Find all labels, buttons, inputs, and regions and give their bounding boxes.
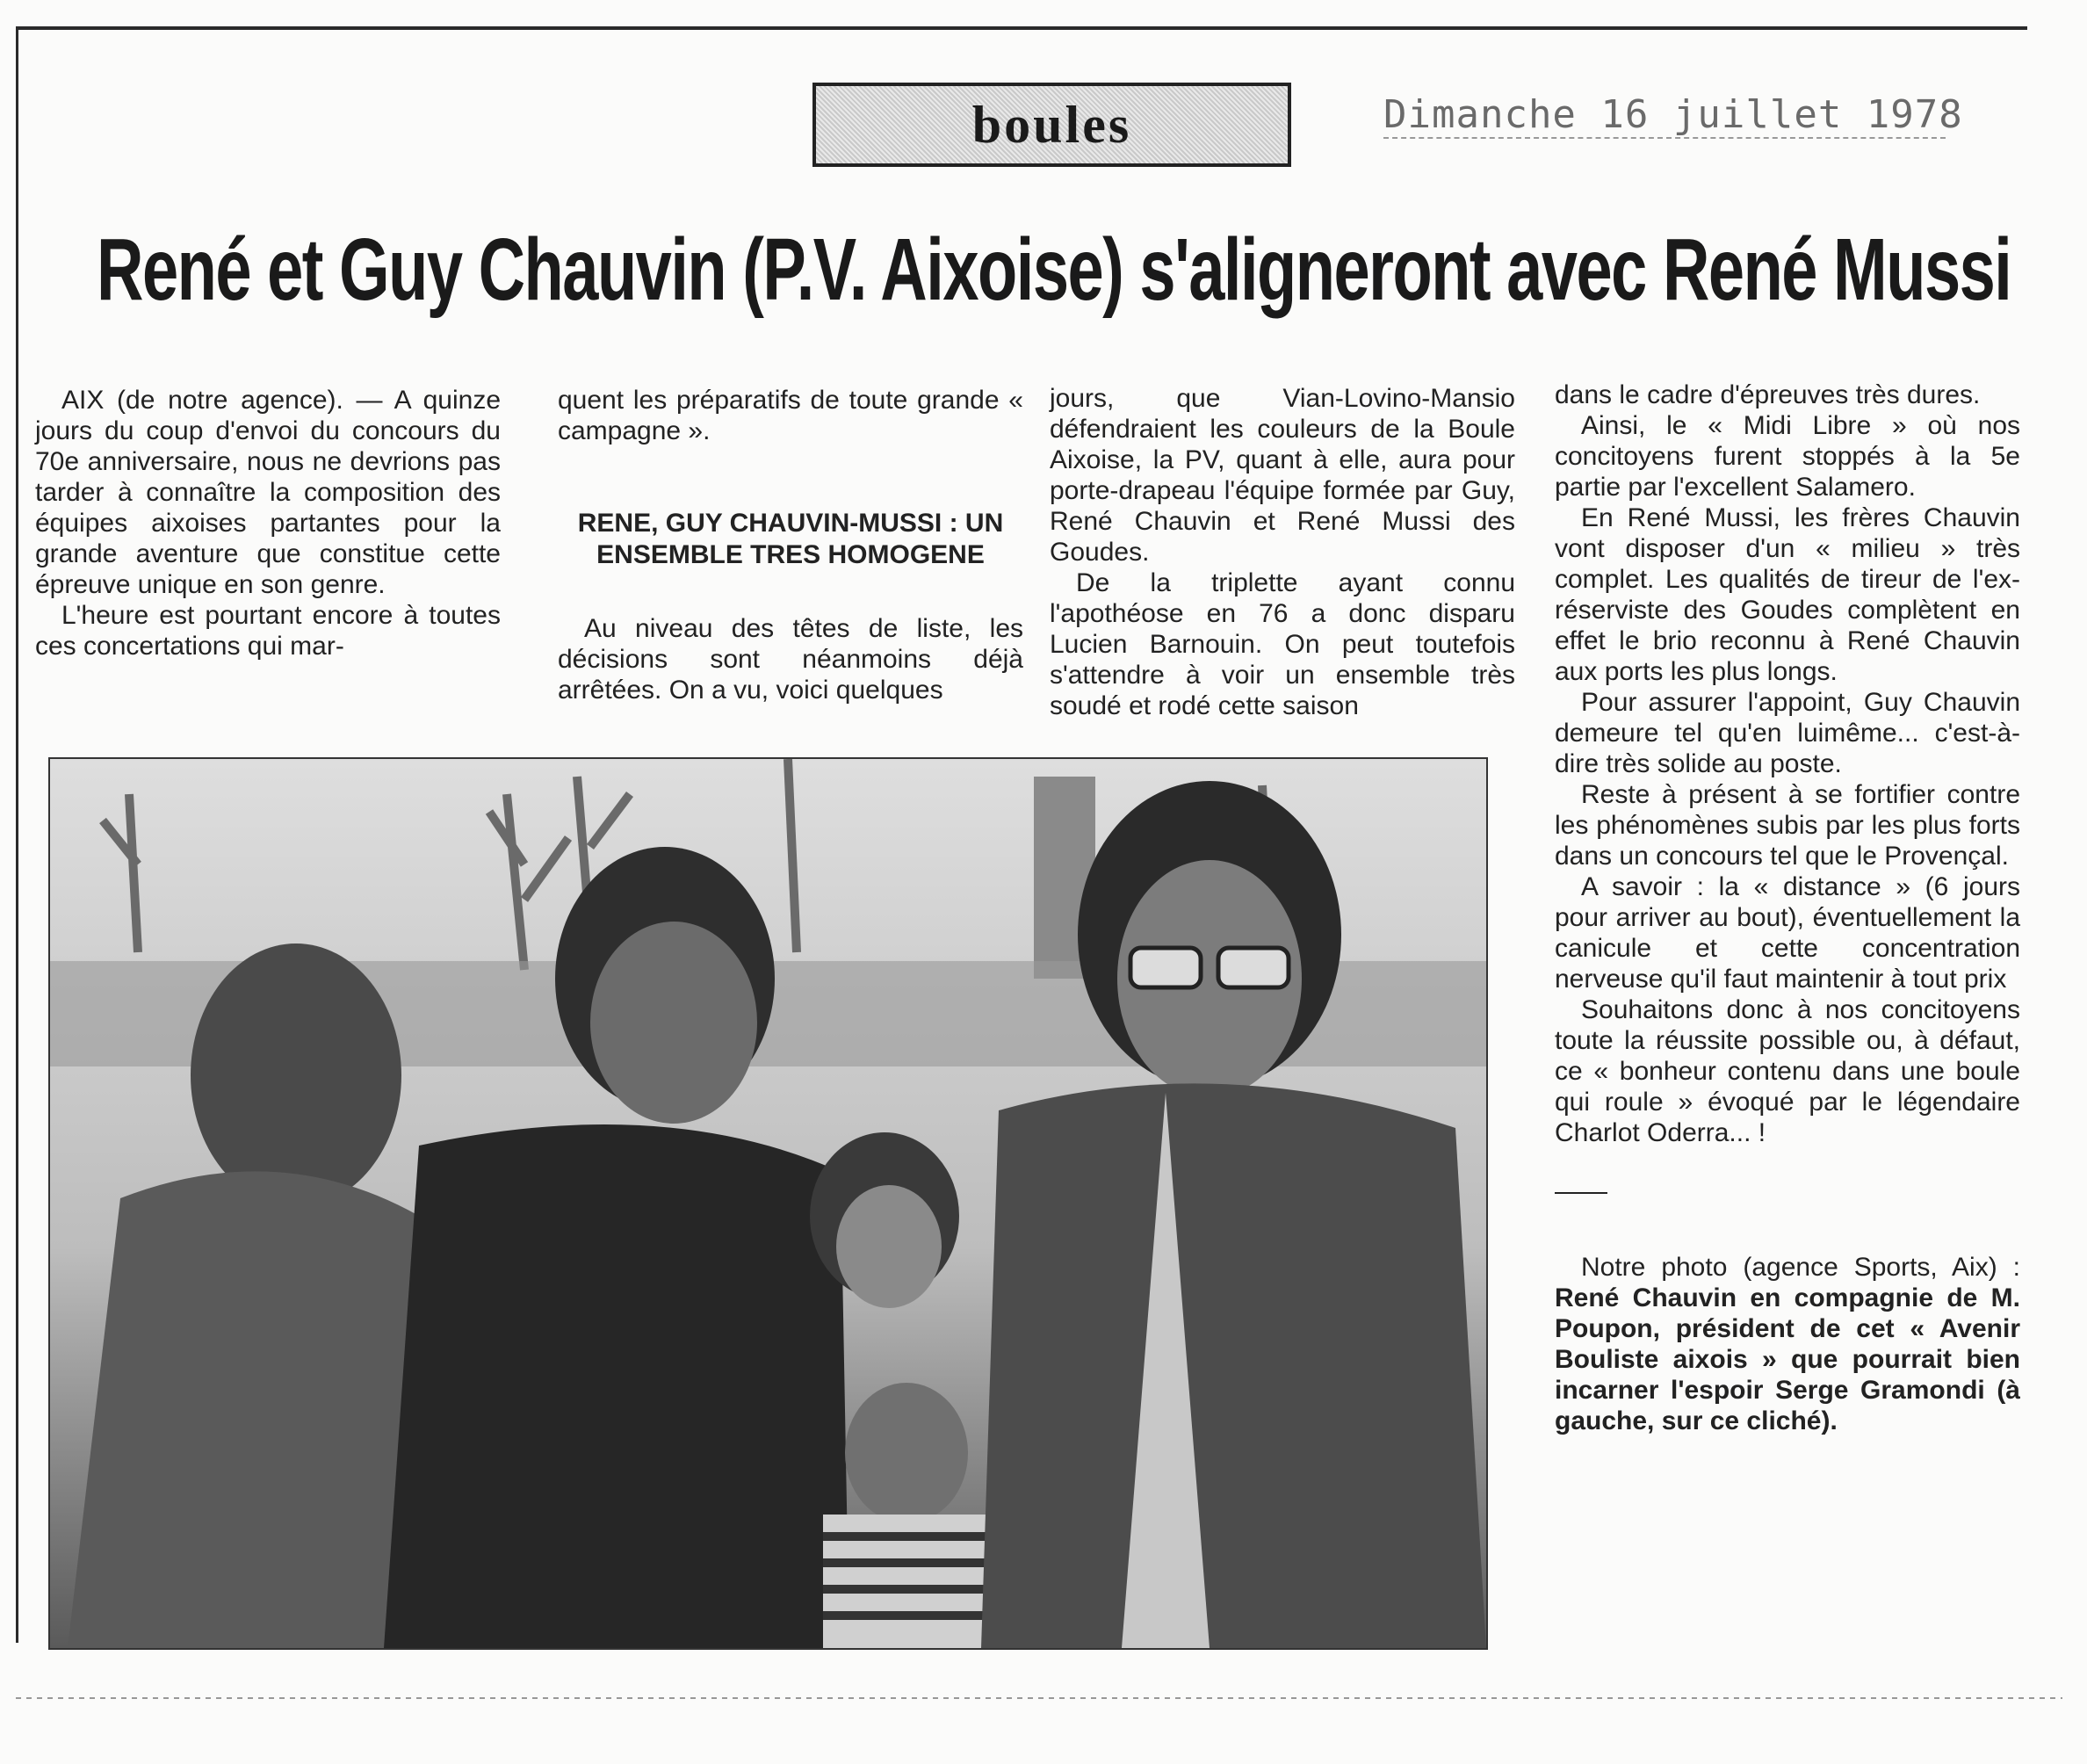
caption-separator (1555, 1192, 1607, 1194)
paragraph: En René Mussi, les frères Chauvin vont disposer d'un « milieu » très complet. Les qualités de tireur de l'ex-réserviste des Goudes complètent en effet le brio reconnu à René Chauvin aux ports les plus longs. (1555, 503, 2020, 686)
paragraph: quent les préparatifs de toute grande « campagne ». (558, 386, 1023, 445)
top-border-rule (16, 26, 2027, 30)
article-headline: René et Guy Chauvin (P.V. Aixoise) s'aligneront avec René Mussi (97, 220, 2011, 319)
photo-caption (1555, 1252, 2020, 1436)
photo-illustration (50, 759, 1486, 1648)
paragraph: Pour assurer l'appoint, Guy Chauvin demeure tel qu'en luimême... c'est-à-dire très solide au poste. (1555, 688, 2020, 778)
paragraph: Au niveau des têtes de liste, les décisions sont néanmoins déjà arrêtées. On a vu, voici quelques (558, 614, 1023, 705)
article-subheading: RENE, GUY CHAUVIN-MUSSI : UN ENSEMBLE TRES HOMOGENE (577, 509, 1004, 569)
paragraph: L'heure est pourtant encore à toutes ces concertations qui mar- (35, 601, 501, 661)
article-column-1 (35, 385, 501, 662)
paragraph: De la triplette ayant connu l'apothéose en 76 a donc disparu Lucien Barnouin. On peut toutefois s'attendre à voir un ensemble très soudé et rodé cette saison (1050, 568, 1515, 720)
handwritten-date: Dimanche 16 juillet 1978 (1383, 92, 1963, 137)
section-rubric-label: boules (971, 95, 1132, 154)
paragraph: dans le cadre d'épreuves très dures. (1555, 380, 1981, 409)
article-column-3 (1050, 383, 1515, 721)
paragraph: Souhaitons donc à nos concitoyens toute la réussite possible ou, à défaut, ce « bonheur contenu dans une boule qui roule » évoqué par le légendaire Charlot Oderra... ! (1555, 995, 2020, 1147)
caption-bold: René Chauvin en compagnie de M. Poupon, président de cet « Avenir Bouliste aixois » que pourrait bien incarner l'espoir Serge Gramondi (à gauche, sur ce cliché). (1555, 1283, 2020, 1435)
bottom-edge-rule (16, 1697, 2062, 1699)
paragraph: A savoir : la « distance » (6 jours pour arriver au bout), éventuellement la canicule et cette concentration nerveuse qu'il faut maintenir à tout prix (1555, 872, 2020, 994)
paragraph: Ainsi, le « Midi Libre » où nos concitoyens furent stoppés à la 5e partie par l'excellent Salamero. (1555, 411, 2020, 502)
caption-lead: Notre photo (agence Sports, Aix) : (1581, 1253, 2020, 1282)
paragraph: AIX (de notre agence). — A quinze jours du coup d'envoi du concours du 70e anniversaire, nous ne devrions pas tarder à connaître la composition des équipes aixoises partantes pour la grande aventure que constitue cette épreuve unique en son genre. (35, 386, 501, 599)
paragraph: Reste à présent à se fortifier contre les phénomènes subis par les plus forts dans un concours tel que le Provençal. (1555, 780, 2020, 871)
article-column-2 (558, 385, 1023, 705)
left-border-rule (16, 26, 18, 1643)
article-column-4 (1555, 380, 2020, 1436)
section-rubric-box (812, 83, 1291, 167)
article-photograph (48, 757, 1488, 1650)
paragraph: jours, que Vian-Lovino-Mansio défendraient les couleurs de la Boule Aixoise, la PV, quant à elle, aura pour porte-drapeau l'équipe formée par Guy, René Chauvin et René Mussi des Goudes. (1050, 384, 1515, 567)
